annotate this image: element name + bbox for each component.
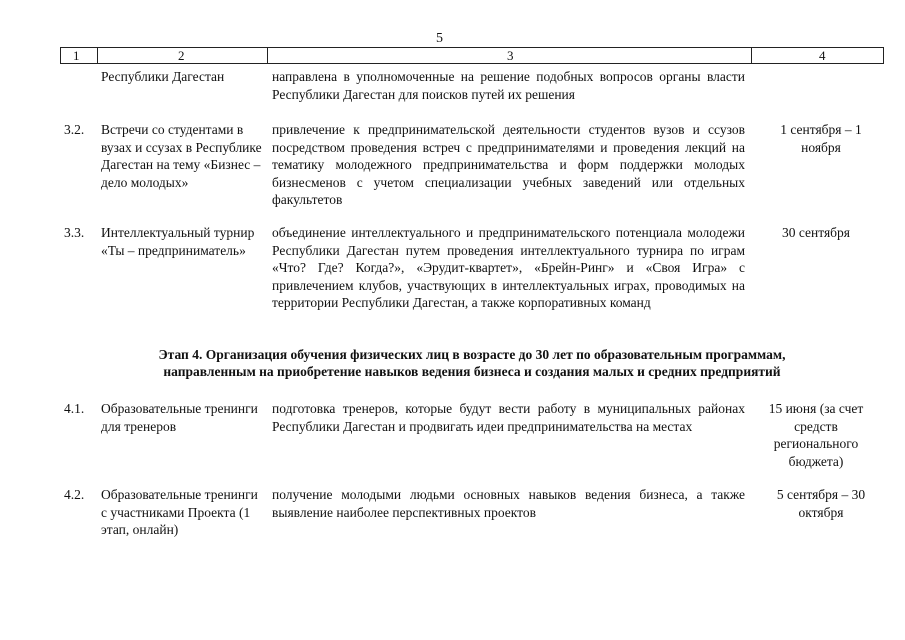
event-date: 15 июня (за счет средств регионального бюджета) (768, 401, 864, 469)
event-name: Образовательные тренинги с участниками Проекта (1 этап, онлайн) (101, 487, 258, 537)
header-divider (267, 48, 268, 63)
header-col-2: 2 (178, 48, 185, 63)
table-header (60, 47, 884, 64)
event-name: Встречи со студентами в вузах и ссузах в Республике Дагестан на тему «Бизнес – дело молодых» (101, 122, 262, 190)
row-number: 4.2. (64, 487, 85, 502)
event-name: Интеллектуальный турнир «Ты – предприниматель» (101, 225, 255, 258)
stage-heading-line-2: направленным на приобретение навыков ведения бизнеса и создания малых и средних предприятий (163, 364, 781, 379)
header-col-3: 3 (507, 48, 514, 63)
header-col-1: 1 (73, 48, 80, 63)
event-purpose: направлена в уполномоченные на решение подобных вопросов органы власти Республики Дагестан для поисков путей их решения (272, 69, 745, 102)
row-number: 3.2. (64, 122, 85, 137)
event-purpose: объединение интеллектуального и предпринимательского потенциала молодежи Республики Дагестан путем проведения интеллектуального турнира по играм «Что? Где? Когда?», «Эрудит-квартет», «Брейн-Ринг» и «Своя Игра» с привлечением клубов, участвующих в интеллектуальных играх, проводимых на территории Республики Дагестан, а также корпоративных команд (272, 225, 745, 310)
event-date: 1 сентября – 1 ноября (780, 122, 862, 155)
header-col-4: 4 (819, 48, 826, 63)
event-name: Республики Дагестан (101, 69, 225, 84)
event-purpose: привлечение к предпринимательской деятельности студентов вузов и ссузов посредством проведения встреч с предпринимателями и проведения лекций на тематику молодежного предпринимательства и форм поддержки молодых бизнесменов с учетом специализации учебных заведений или отдельных факультетов (272, 122, 745, 207)
event-purpose: подготовка тренеров, которые будут вести работу в муниципальных районах Республики Дагестан и продвигать идеи предпринимательства на местах (272, 401, 745, 434)
event-date: 30 сентября (781, 225, 850, 240)
header-divider (97, 48, 98, 63)
page-number: 5 (436, 31, 443, 46)
row-number: 3.3. (64, 225, 85, 240)
event-name: Образовательные тренинги для тренеров (101, 401, 258, 434)
header-divider (751, 48, 752, 63)
event-purpose: получение молодыми людьми основных навыков ведения бизнеса, а также выявление наиболее перспективных проектов (272, 487, 745, 520)
event-date: 5 сентября – 30 октября (776, 487, 866, 520)
row-number: 4.1. (64, 401, 85, 416)
stage-heading-line-1: Этап 4. Организация обучения физических лиц в возрасте до 30 лет по образовательным программам, (158, 347, 786, 362)
